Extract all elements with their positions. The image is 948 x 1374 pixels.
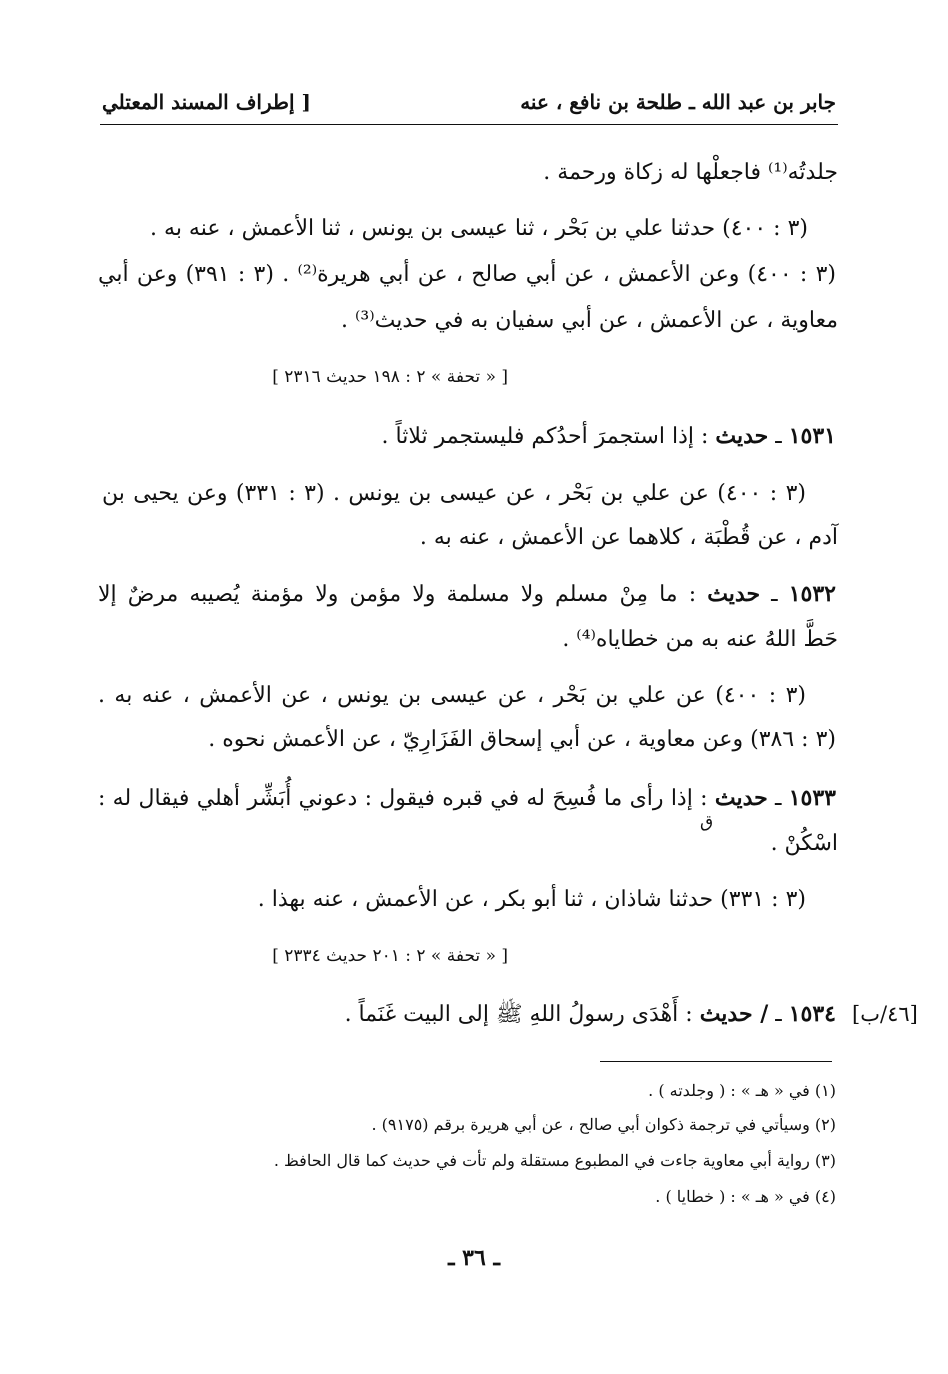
running-header-right: جابر بن عبد الله ـ طلحة بن نافع ، عنه	[520, 90, 836, 114]
entry-1532	[98, 578, 836, 611]
entry-text: إذا استجمرَ أحدُكم فليستجمر ثلاثاً .	[381, 424, 694, 449]
entry-number: ١٥٣٣	[788, 785, 836, 811]
running-header-left: [ إطراف المسند المعتلي	[102, 90, 311, 114]
header-rule	[100, 124, 838, 125]
entry-dash: ـ	[775, 1002, 782, 1027]
entry-number: ١٥٣٤	[788, 1001, 836, 1027]
entry-colon: :	[700, 424, 709, 449]
text-line-10: حَطَّ اللهُ عنه به من خطاياه⁽⁴⁾ .	[562, 627, 838, 652]
footnote-1: (١) في « هـ » : ( وجلدته ) .	[648, 1081, 836, 1100]
entry-1534	[136, 998, 836, 1031]
text-line-11: (٣ : ٤٠٠) عن علي بن بَحْر ، عن عيسى بن يونس ، عن الأعمش ، عنه به .	[98, 683, 807, 708]
text-line-15: (٣ : ٣٣١) حدثنا شاذان ، ثنا أبو بكر ، عن الأعمش ، عنه بهذا .	[257, 887, 806, 912]
text-line-7: (٣ : ٤٠٠) عن علي بن بَحْر ، عن عيسى بن يونس . (٣ : ٣٣١) وعن يحيى بن	[102, 481, 806, 506]
entry-colon: :	[700, 786, 708, 811]
entry-colon: :	[688, 582, 697, 607]
footnote-rule	[600, 1061, 832, 1062]
text-line-3: (٣ : ٤٠٠) وعن الأعمش ، عن أبي صالح ، عن أبي هريرة⁽²⁾ . (٣ : ٣٩١) وعن أبي	[98, 262, 836, 287]
entry-1533	[98, 782, 836, 815]
text-line-12: (٣ : ٣٨٦) وعن معاوية ، عن أبي إسحاق الفَزَارِيّ ، عن الأعمش نحوه .	[208, 727, 836, 752]
tuhfa-ref-2: [ « تحفة » ٢ : ٢٠١ حديث ٢٣٣٤ ]	[272, 946, 508, 966]
entry-label: حديث	[715, 423, 769, 449]
entry-colon: :	[685, 1002, 693, 1027]
text-line-4: معاوية ، عن الأعمش ، عن أبي سفيان به في حديث⁽³⁾ .	[341, 308, 838, 333]
qaf-marginal-mark: ق	[700, 812, 714, 832]
footnote-2: (٢) وسيأتي في ترجمة ذكوان أبي صالح ، عن أبي هريرة برقم (٩١٧٥) .	[371, 1115, 836, 1134]
entry-label: حديث	[714, 785, 768, 811]
entry-number: ١٥٣١	[788, 423, 836, 449]
entry-1531	[98, 420, 836, 453]
entry-label: / حديث	[699, 1001, 769, 1027]
entry-label: حديث	[707, 581, 761, 607]
footnote-3: (٣) رواية أبي معاوية جاءت في المطبوع مستقلة ولم تأت في حديث كما قال الحافظ .	[273, 1151, 836, 1170]
entry-text: أَهْدَى رسولُ اللهِ ﷺ إلى البيت غَنَماً .	[344, 1002, 679, 1027]
entry-dash: ـ	[771, 582, 778, 607]
tuhfa-ref-1: [ « تحفة » ٢ : ١٩٨ حديث ٢٣١٦ ]	[272, 367, 508, 387]
entry-dash: ـ	[775, 786, 782, 811]
text-line-2: (٣ : ٤٠٠) حدثنا علي بن بَحْر ، ثنا عيسى بن يونس ، ثنا الأعمش ، عنه به .	[150, 216, 808, 241]
text-line-14: اسْكُنْ .	[770, 831, 838, 856]
entry-text: إذا رأى ما فُسِحَ له في قبره فيقول : دعوني أُبَشِّر أهلي فيقال له :	[98, 786, 693, 811]
text-line-1: جلدتُه⁽¹⁾ فاجعلْها له زكاة ورحمة .	[543, 160, 838, 185]
entry-number: ١٥٣٢	[788, 581, 836, 607]
folio-margin-note: [٤٦/ب]	[852, 1002, 918, 1026]
footnote-4: (٤) في « هـ » : ( خطايا ) .	[655, 1187, 836, 1206]
entry-dash: ـ	[775, 424, 782, 449]
text-line-8: آدم ، عن قُطْبَة ، كلاهما عن الأعمش ، عنه به .	[419, 525, 838, 550]
page-number: ـ ٣٦ ـ	[448, 1245, 500, 1271]
entry-text: ما مِنْ مسلم ولا مسلمة ولا مؤمن ولا مؤمنة يُصيبه مرضٌ إلا	[98, 582, 678, 607]
